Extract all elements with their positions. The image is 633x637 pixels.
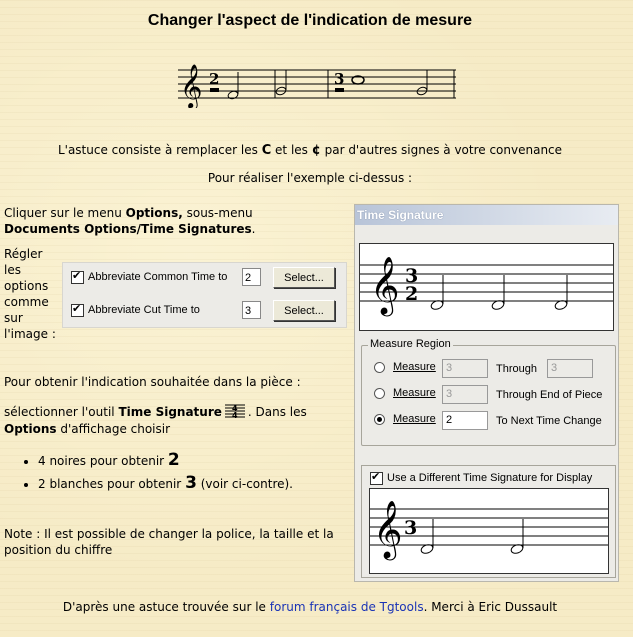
measure-through-radio[interactable] bbox=[374, 362, 385, 373]
common-time-select-button[interactable]: Select... bbox=[273, 267, 335, 288]
preview-numerator: 3 bbox=[405, 265, 419, 287]
astuce-text: L'astuce consiste à remplacer les C et les ¢ par d'autres signes à votre convenance bbox=[57, 143, 563, 158]
common-time-value[interactable]: 2 bbox=[242, 268, 261, 286]
measure-label: Measure bbox=[393, 413, 436, 425]
meter-number-2: 3 bbox=[334, 70, 345, 88]
display-different-label: Use a Different Time Signature for Display bbox=[387, 472, 593, 484]
list-item: • 2 blanches pour obtenir 3 (voir ci-contre). bbox=[38, 472, 358, 495]
note-text: Note : Il est possible de changer la police, la taille et la position du chiffre bbox=[4, 527, 334, 557]
cut-time-symbol: ¢ bbox=[311, 143, 321, 158]
page-title: Changer l'aspect de l'indication de mesure bbox=[147, 12, 473, 29]
svg-text:4: 4 bbox=[231, 411, 238, 420]
bottom-preview-staff bbox=[369, 488, 609, 574]
regler-text: Régler les options comme sur l'image : bbox=[4, 247, 56, 341]
next-time-change-label: To Next Time Change bbox=[496, 415, 602, 427]
cut-time-value[interactable]: 3 bbox=[242, 301, 261, 319]
measure-next-radio[interactable] bbox=[374, 414, 385, 425]
cut-time-select-button[interactable]: Select... bbox=[273, 300, 335, 321]
menu-instruction: Cliquer sur le menu Options, sous-menu Documents Options/Time Signatures. bbox=[4, 206, 256, 236]
preview-denominator: 2 bbox=[405, 283, 419, 305]
time-signature-dialog bbox=[354, 204, 619, 582]
display-different-checkbox[interactable] bbox=[370, 472, 383, 485]
example-staff bbox=[178, 58, 458, 108]
measure-from-field[interactable]: 3 bbox=[442, 359, 488, 378]
example-intro: Pour réaliser l'exemple ci-dessus : bbox=[207, 171, 413, 185]
common-time-label: Abbreviate Common Time to bbox=[88, 271, 228, 283]
options-panel bbox=[62, 262, 347, 328]
through-label: Through bbox=[496, 363, 537, 375]
measure-region-group bbox=[361, 338, 616, 446]
treble-clef-icon: 𝄞 bbox=[373, 500, 403, 558]
treble-clef-icon: 𝄞 bbox=[180, 64, 203, 108]
cut-time-label: Abbreviate Cut Time to bbox=[88, 304, 200, 316]
cut-time-checkbox[interactable] bbox=[71, 304, 84, 317]
common-time-symbol: C bbox=[261, 143, 272, 158]
display-numerator: 3 bbox=[404, 517, 418, 539]
measure-end-radio[interactable] bbox=[374, 388, 385, 399]
footer-credit: D'après une astuce trouvée sur le forum français de Tgtools. Merci à Eric Dussault bbox=[62, 600, 558, 614]
dialog-title: Time Signature bbox=[355, 205, 618, 225]
measure-end-field[interactable]: 3 bbox=[442, 385, 488, 404]
top-preview-staff bbox=[359, 243, 614, 331]
forum-link[interactable]: forum français de Tgtools bbox=[269, 600, 424, 614]
svg-text:4: 4 bbox=[231, 404, 238, 413]
treble-clef-icon: 𝄞 bbox=[370, 256, 400, 314]
measure-region-legend: Measure Region bbox=[370, 338, 451, 350]
measure-next-field[interactable]: 2 bbox=[442, 411, 488, 430]
choices-list bbox=[20, 449, 358, 495]
measure-label: Measure bbox=[393, 361, 436, 373]
measure-to-field[interactable]: 3 bbox=[547, 359, 593, 378]
obtenir-text: Pour obtenir l'indication souhaitée dans la pièce : bbox=[4, 375, 301, 389]
time-signature-tool-icon bbox=[225, 402, 245, 420]
display-group bbox=[361, 465, 616, 578]
common-time-checkbox[interactable] bbox=[71, 271, 84, 284]
measure-label: Measure bbox=[393, 387, 436, 399]
select-tool-text: sélectionner l'outil Time Signature 4 4 . Dans les Options d'affichage choisir bbox=[4, 404, 307, 436]
meter-number-1: 2 bbox=[209, 70, 220, 88]
list-item: • 4 noires pour obtenir 2 bbox=[38, 449, 358, 472]
through-end-label: Through End of Piece bbox=[496, 389, 603, 401]
